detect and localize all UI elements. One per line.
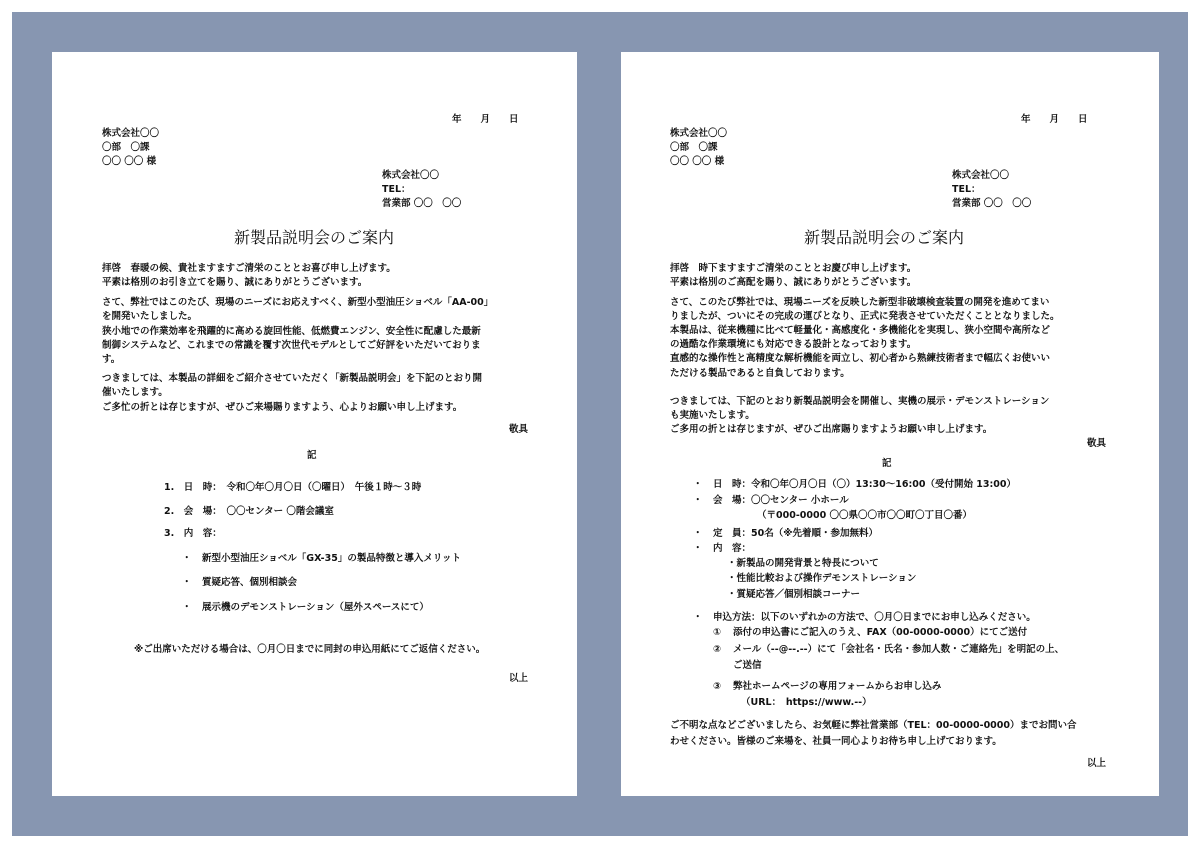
- recipient-name: 〇〇 〇〇 様: [102, 156, 157, 167]
- date-line: 年 月 日: [452, 114, 519, 125]
- document-page-left: [52, 52, 577, 796]
- item-content: 内 容：: [713, 543, 752, 554]
- ijo: 以上: [1087, 758, 1107, 769]
- body-line: さて、弊社ではこのたび、現場のニーズにお応えすべく、新型小型油圧ショベル「AA-00」: [102, 297, 494, 308]
- ijo: 以上: [509, 673, 529, 684]
- sender-department: 営業部 〇〇 〇〇: [382, 198, 462, 209]
- document-title: 新製品説明会のご案内: [234, 228, 395, 247]
- sender-department: 営業部 〇〇 〇〇: [952, 198, 1032, 209]
- body-line: ただける製品であると自負しております。: [670, 368, 850, 379]
- body-line: さて、このたび弊社では、現場ニーズを反映した新型非破壊検査装置の開発を進めてまい: [670, 297, 1050, 308]
- body-line: つきましては、本製品の詳細をご紹介させていただく「新製品説明会」を下記のとおり開: [102, 373, 483, 384]
- body-line: す。: [102, 354, 121, 365]
- item-venue: 会 場：〇〇センター 小ホール: [713, 495, 849, 506]
- date-line: 年 月 日: [1021, 114, 1088, 125]
- method-text: 弊社ホームページの専用フォームからお申し込み: [733, 681, 942, 692]
- sender-tel: TEL：: [952, 184, 981, 195]
- bullet-icon: ・: [693, 495, 703, 506]
- body-line: ご多用の折とは存じますが、ぜひご出席賜りますようお願い申し上げます。: [670, 424, 993, 435]
- content-subitem: ・性能比較および操作デモンストレーション: [727, 573, 917, 584]
- bullet-icon: ・: [182, 577, 192, 588]
- item-content: 3. 内 容：: [164, 528, 222, 539]
- method-number: ③: [713, 681, 722, 692]
- method-text-continued: ご送信: [733, 660, 762, 671]
- recipient-department: 〇部 〇課: [670, 142, 718, 153]
- item-datetime: 1. 日 時： 令和〇年〇月〇日（〇曜日） 午後１時〜３時: [164, 482, 422, 493]
- body-line: つきましては、下記のとおり新製品説明会を開催し、実機の展示・デモンストレーション: [670, 396, 1050, 407]
- body-line: りましたが、ついにその完成の運びとなり、正式に発表させていただくこととなりました。: [670, 311, 1060, 322]
- content-subitem: 展示機のデモンストレーション（屋外スペースにて）: [202, 602, 429, 613]
- closing-line: わせください。皆様のご来場を、社員一同心よりお待ち申し上げております。: [670, 736, 1002, 747]
- venue-address: （〒000-0000 〇〇県〇〇市〇〇町〇丁目〇番）: [757, 510, 973, 521]
- content-subitem: 質疑応答、個別相談会: [202, 577, 298, 588]
- bullet-icon: ・: [693, 528, 703, 539]
- bullet-icon: ・: [182, 602, 192, 613]
- sender-company: 株式会社〇〇: [382, 170, 440, 181]
- method-number: ②: [713, 644, 722, 655]
- closing-line: ご不明な点などございましたら、お気軽に弊社営業部（TEL：00-0000-0000）までお問い合: [670, 720, 1077, 731]
- method-text: メール（--@--.--）にて「会社名・氏名・参加人数・ご連絡先」を明記の上、: [733, 644, 1065, 655]
- reply-note: ※ご出席いただける場合は、〇月〇日までに同封の申込用紙にてご返信ください。: [134, 644, 486, 655]
- body-line: 催いたします。: [102, 387, 168, 398]
- keigu: 敬具: [509, 424, 529, 435]
- background-frame: [12, 12, 1188, 836]
- recipient-company: 株式会社〇〇: [102, 128, 160, 139]
- document-title: 新製品説明会のご案内: [804, 228, 965, 247]
- body-line: 直感的な操作性と高精度な解析機能を両立し、初心者から熟練技術者まで幅広くお使いい: [670, 353, 1051, 364]
- item-venue: 2. 会 場： 〇〇センター 〇階会議室: [164, 506, 334, 517]
- method-text: 添付の申込書にご記入のうえ、FAX（00-0000-0000）にてご送付: [733, 627, 1028, 638]
- body-line: 本製品は、従来機種に比べて軽量化・高感度化・多機能化を実現し、狭小空間や高所など: [670, 325, 1051, 336]
- keigu: 敬具: [1087, 438, 1107, 449]
- content-subitem: 新型小型油圧ショベル「GX-35」の製品特徴と導入メリット: [202, 553, 461, 564]
- recipient-department: 〇部 〇課: [102, 142, 150, 153]
- body-line: 拝啓 春暖の候、貴社ますますご清栄のこととお喜び申し上げます。: [102, 263, 396, 274]
- recipient-company: 株式会社〇〇: [670, 128, 728, 139]
- body-line: を開発いたしました。: [102, 311, 198, 322]
- content-subitem: ・新製品の開発背景と特長について: [727, 558, 879, 569]
- body-line: 狭小地での作業効率を飛躍的に高める旋回性能、低燃費エンジン、安全性に配慮した最新: [102, 326, 481, 337]
- bullet-icon: ・: [693, 543, 703, 554]
- ki-heading: 記: [307, 450, 317, 461]
- body-line: 平素は格別のご高配を賜り、誠にありがとうございます。: [670, 277, 917, 288]
- ki-heading: 記: [882, 458, 892, 469]
- body-line: 制御システムなど、これまでの常識を覆す次世代モデルとしてご好評をいただいておりま: [102, 340, 481, 351]
- bullet-icon: ・: [693, 479, 703, 490]
- item-application: 申込方法：以下のいずれかの方法で、〇月〇日までにお申し込みください。: [713, 612, 1036, 623]
- sender-tel: TEL：: [382, 184, 411, 195]
- recipient-name: 〇〇 〇〇 様: [670, 156, 725, 167]
- bullet-icon: ・: [693, 612, 703, 623]
- item-capacity: 定 員：50名（※先着順・参加無料）: [713, 528, 878, 539]
- item-datetime: 日 時：令和〇年〇月〇日（〇）13:30〜16:00（受付開始 13:00）: [713, 479, 1017, 490]
- bullet-icon: ・: [182, 553, 192, 564]
- method-url: （URL： https://www.--）: [741, 697, 872, 708]
- body-line: ご多忙の折とは存じますが、ぜひご来場賜りますよう、心よりお願い申し上げます。: [102, 402, 463, 413]
- method-number: ①: [713, 627, 722, 638]
- sender-company: 株式会社〇〇: [952, 170, 1010, 181]
- body-line: も実施いたします。: [670, 410, 755, 421]
- body-line: の過酷な作業環境にも対応できる設計となっております。: [670, 339, 917, 350]
- content-subitem: ・質疑応答／個別相談コーナー: [727, 589, 861, 600]
- body-line: 拝啓 時下ますますご清栄のこととお慶び申し上げます。: [670, 263, 917, 274]
- document-page-right: [621, 52, 1159, 796]
- body-line: 平素は格別のお引き立てを賜り、誠にありがとうございます。: [102, 277, 368, 288]
